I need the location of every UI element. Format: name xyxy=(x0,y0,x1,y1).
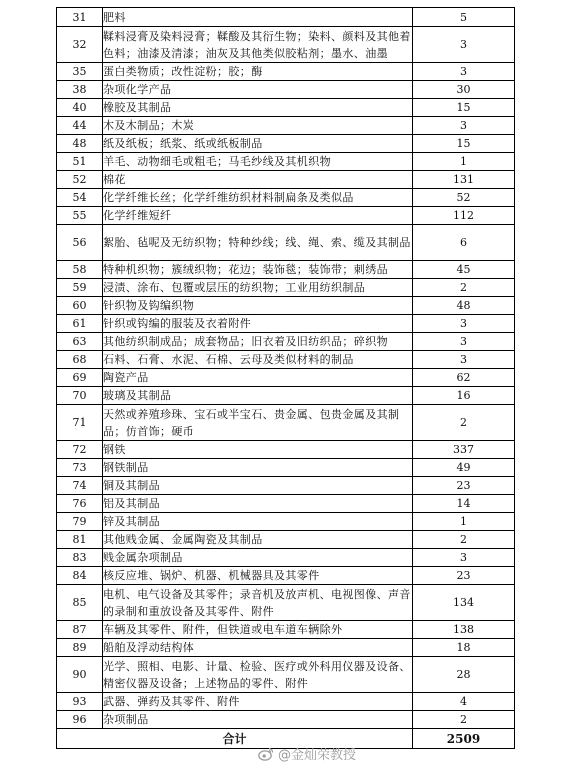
hs-code: 52 xyxy=(57,171,103,189)
table-row xyxy=(57,459,515,477)
item-count: 62 xyxy=(413,369,515,387)
hs-code: 44 xyxy=(57,117,103,135)
product-description: 天然或养殖珍珠、宝石或半宝石、贵金属、包贵金属及其制品；仿首饰；硬币 xyxy=(103,405,413,441)
item-count: 1 xyxy=(413,153,515,171)
hs-code: 83 xyxy=(57,549,103,567)
item-count: 3 xyxy=(413,351,515,369)
table-row xyxy=(57,513,515,531)
product-description: 化学纤维长丝；化学纤维纺织材料制扁条及类似品 xyxy=(103,189,413,207)
item-count: 49 xyxy=(413,459,515,477)
hs-code: 31 xyxy=(57,8,103,27)
hs-code: 56 xyxy=(57,225,103,261)
product-description: 铜及其制品 xyxy=(103,477,413,495)
item-count: 28 xyxy=(413,657,515,693)
product-description: 电机、电气设备及其零件；录音机及放声机、电视图像、声音的录制和重放设备及其零件、附件 xyxy=(103,585,413,621)
total-count: 2509 xyxy=(413,729,515,749)
product-description: 木及木制品；木炭 xyxy=(103,117,413,135)
hs-code: 89 xyxy=(57,639,103,657)
product-description: 絮胎、毡呢及无纺织物；特种纱线；线、绳、索、缆及其制品 xyxy=(103,225,413,261)
product-description: 贱金属杂项制品 xyxy=(103,549,413,567)
item-count: 3 xyxy=(413,63,515,81)
table-row xyxy=(57,189,515,207)
hs-code: 38 xyxy=(57,81,103,99)
table-row xyxy=(57,711,515,729)
table-row xyxy=(57,387,515,405)
product-description: 光学、照相、电影、计量、检验、医疗或外科用仪器及设备、精密仪器及设备；上述物品的零件、附件 xyxy=(103,657,413,693)
product-description: 其他纺织制成品；成套物品；旧衣着及旧纺织品；碎织物 xyxy=(103,333,413,351)
table-row xyxy=(57,171,515,189)
table-row xyxy=(57,135,515,153)
item-count: 112 xyxy=(413,207,515,225)
item-count: 3 xyxy=(413,333,515,351)
item-count: 48 xyxy=(413,297,515,315)
product-description: 橡胶及其制品 xyxy=(103,99,413,117)
hs-code: 58 xyxy=(57,261,103,279)
product-description: 铝及其制品 xyxy=(103,495,413,513)
product-description: 针织物及钩编织物 xyxy=(103,297,413,315)
hs-code: 96 xyxy=(57,711,103,729)
item-count: 5 xyxy=(413,8,515,27)
hs-code: 79 xyxy=(57,513,103,531)
item-count: 4 xyxy=(413,693,515,711)
product-description: 锌及其制品 xyxy=(103,513,413,531)
table-row xyxy=(57,639,515,657)
table-row xyxy=(57,8,515,27)
hs-code: 32 xyxy=(57,27,103,63)
table-row xyxy=(57,495,515,513)
product-description: 石料、石膏、水泥、石棉、云母及类似材料的制品 xyxy=(103,351,413,369)
product-description: 车辆及其零件、附件，但铁道或电车道车辆除外 xyxy=(103,621,413,639)
hs-code: 71 xyxy=(57,405,103,441)
hs-code: 69 xyxy=(57,369,103,387)
hs-code: 54 xyxy=(57,189,103,207)
table-row xyxy=(57,99,515,117)
table-row xyxy=(57,585,515,621)
table-row xyxy=(57,153,515,171)
hs-code: 81 xyxy=(57,531,103,549)
product-description: 核反应堆、锅炉、机器、机械器具及其零件 xyxy=(103,567,413,585)
table-row xyxy=(57,207,515,225)
item-count: 2 xyxy=(413,531,515,549)
item-count: 138 xyxy=(413,621,515,639)
item-count: 1 xyxy=(413,513,515,531)
hs-code: 61 xyxy=(57,315,103,333)
table-row xyxy=(57,657,515,693)
table-row xyxy=(57,225,515,261)
product-description: 纸及纸板；纸浆、纸或纸板制品 xyxy=(103,135,413,153)
hs-code: 60 xyxy=(57,297,103,315)
item-count: 15 xyxy=(413,135,515,153)
table-row xyxy=(57,279,515,297)
product-description: 其他贱金属、金属陶瓷及其制品 xyxy=(103,531,413,549)
item-count: 23 xyxy=(413,567,515,585)
item-count: 134 xyxy=(413,585,515,621)
hs-code: 40 xyxy=(57,99,103,117)
hs-code: 70 xyxy=(57,387,103,405)
table-row xyxy=(57,81,515,99)
hs-code: 35 xyxy=(57,63,103,81)
item-count: 52 xyxy=(413,189,515,207)
item-count: 3 xyxy=(413,117,515,135)
hs-code: 63 xyxy=(57,333,103,351)
item-count: 2 xyxy=(413,711,515,729)
product-description: 玻璃及其制品 xyxy=(103,387,413,405)
item-count: 3 xyxy=(413,315,515,333)
hs-code: 68 xyxy=(57,351,103,369)
hs-code: 85 xyxy=(57,585,103,621)
table-row xyxy=(57,441,515,459)
hs-code: 76 xyxy=(57,495,103,513)
table-row xyxy=(57,333,515,351)
table-row xyxy=(57,315,515,333)
item-count: 15 xyxy=(413,99,515,117)
table-row xyxy=(57,369,515,387)
item-count: 6 xyxy=(413,225,515,261)
product-description: 杂项化学产品 xyxy=(103,81,413,99)
table-row xyxy=(57,531,515,549)
product-description: 钢铁制品 xyxy=(103,459,413,477)
watermark-text: @金灿荣教授 xyxy=(278,748,357,763)
item-count: 45 xyxy=(413,261,515,279)
hs-code: 90 xyxy=(57,657,103,693)
hs-code: 72 xyxy=(57,441,103,459)
item-count: 337 xyxy=(413,441,515,459)
hs-chapter-table xyxy=(56,7,515,749)
item-count: 2 xyxy=(413,279,515,297)
table-row xyxy=(57,567,515,585)
item-count: 30 xyxy=(413,81,515,99)
product-description: 棉花 xyxy=(103,171,413,189)
total-label: 合计 xyxy=(57,729,413,749)
product-description: 羊毛、动物细毛或粗毛；马毛纱线及其机织物 xyxy=(103,153,413,171)
table-row xyxy=(57,693,515,711)
item-count: 16 xyxy=(413,387,515,405)
table-row xyxy=(57,297,515,315)
table-row xyxy=(57,27,515,63)
product-description: 钢铁 xyxy=(103,441,413,459)
table-row xyxy=(57,621,515,639)
product-description: 化学纤维短纤 xyxy=(103,207,413,225)
table-row xyxy=(57,351,515,369)
hs-code: 48 xyxy=(57,135,103,153)
hs-code: 93 xyxy=(57,693,103,711)
table-body xyxy=(57,8,515,729)
table-row xyxy=(57,477,515,495)
product-description: 武器、弹药及其零件、附件 xyxy=(103,693,413,711)
product-description: 杂项制品 xyxy=(103,711,413,729)
table-row xyxy=(57,63,515,81)
product-description: 船舶及浮动结构体 xyxy=(103,639,413,657)
item-count: 14 xyxy=(413,495,515,513)
item-count: 18 xyxy=(413,639,515,657)
hs-code: 87 xyxy=(57,621,103,639)
weibo-icon xyxy=(258,747,274,761)
hs-code: 74 xyxy=(57,477,103,495)
product-description: 针织或钩编的服装及衣着附件 xyxy=(103,315,413,333)
item-count: 131 xyxy=(413,171,515,189)
item-count: 23 xyxy=(413,477,515,495)
table-row xyxy=(57,405,515,441)
hs-code: 84 xyxy=(57,567,103,585)
hs-code: 59 xyxy=(57,279,103,297)
table-row xyxy=(57,117,515,135)
product-description: 浸渍、涂布、包覆或层压的纺织物；工业用纺织制品 xyxy=(103,279,413,297)
product-description: 陶瓷产品 xyxy=(103,369,413,387)
item-count: 3 xyxy=(413,27,515,63)
hs-code: 73 xyxy=(57,459,103,477)
product-description: 肥料 xyxy=(103,8,413,27)
product-description: 鞣料浸膏及染料浸膏；鞣酸及其衍生物；染料、颜料及其他着色料；油漆及清漆；油灰及其他类似胶粘剂；墨水、油墨 xyxy=(103,27,413,63)
item-count: 2 xyxy=(413,405,515,441)
product-description: 特种机织物；簇绒织物；花边；装饰毯；装饰带；刺绣品 xyxy=(103,261,413,279)
product-description: 蛋白类物质；改性淀粉；胶；酶 xyxy=(103,63,413,81)
item-count: 3 xyxy=(413,549,515,567)
watermark xyxy=(258,744,356,763)
hs-code: 51 xyxy=(57,153,103,171)
table-row xyxy=(57,261,515,279)
hs-code: 55 xyxy=(57,207,103,225)
table-row xyxy=(57,549,515,567)
